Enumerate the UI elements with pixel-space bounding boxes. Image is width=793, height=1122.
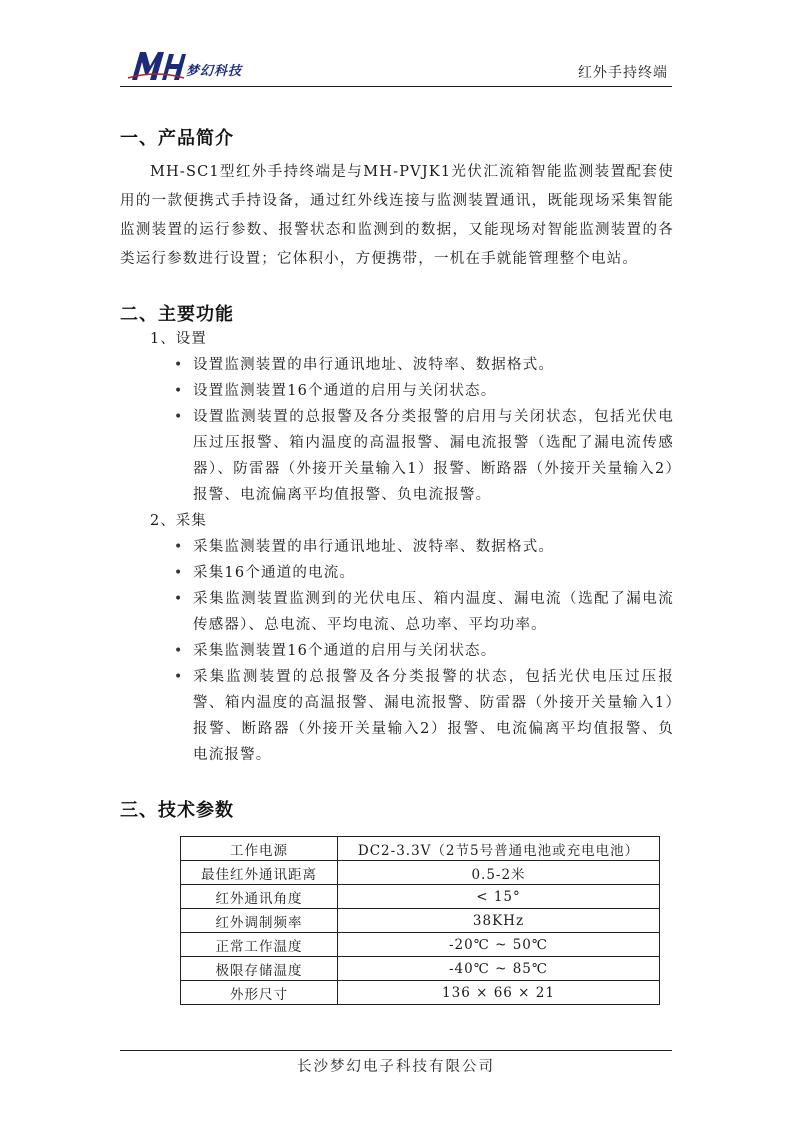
spec-key: 正常工作温度	[181, 933, 338, 957]
spec-key: 极限存储温度	[181, 957, 338, 981]
table-row	[181, 837, 660, 861]
spec-value: < 15°	[338, 885, 660, 909]
spec-value: 38KHz	[338, 909, 660, 933]
page-header	[120, 40, 672, 87]
list-item: • 采集监测装置16个通道的启用与关闭状态。	[173, 638, 674, 664]
footer-company: 长沙梦幻电子科技有限公司	[297, 1059, 495, 1075]
list-item: • 设置监测装置的串行通讯地址、波特率、数据格式。	[173, 352, 674, 378]
spec-key: 红外通讯角度	[181, 885, 338, 909]
page-footer	[120, 1050, 672, 1076]
spec-value: -40℃ ~ 85℃	[338, 957, 660, 981]
table-row	[181, 933, 660, 957]
list-item: • 采集16个通道的电流。	[173, 560, 674, 586]
spec-table	[180, 836, 660, 1005]
function-group-title: 1、设置	[150, 331, 207, 347]
spec-value: 136 × 66 × 21	[338, 981, 660, 1005]
list-item: • 采集监测装置的总报警及各分类报警的状态，包括光伏电压过压报警、箱内温度的高温报警、漏电流报警、防雷器（外接开关量输入1）报警、断路器（外接开关量输入2）报警、电流偏离平均值报警、负电流报警。	[173, 664, 674, 768]
list-item: • 采集监测装置监测到的光伏电压、箱内温度、漏电流（选配了漏电流传感器）、总电流、平均电流、总功率、平均功率。	[173, 586, 674, 638]
intro-paragraph: MH-SC1型红外手持终端是与MH-PVJK1光伏汇流箱智能监测装置配套使用的一款便携式手持设备，通过红外线连接与监测装置通讯，既能现场采集智能监测装置的运行参数、报警状态和监测到的数据，又能现场对智能监测装置的各类运行参数进行设置；它体积小，方便携带，一机在手就能管理整个电站。	[120, 164, 674, 267]
table-row	[181, 885, 660, 909]
spec-value: DC2-3.3V（2节5号普通电池或充电电池）	[338, 837, 660, 861]
list-item: • 采集监测装置的串行通讯地址、波特率、数据格式。	[173, 534, 674, 560]
spec-key: 最佳红外通讯距离	[181, 861, 338, 885]
section-heading-specs: 三、技术参数	[120, 800, 234, 821]
mh-logo-icon	[126, 48, 186, 82]
section-heading-functions: 二、主要功能	[120, 304, 234, 325]
document-body	[120, 118, 674, 822]
table-row	[181, 981, 660, 1005]
logo-text: 梦幻科技	[186, 64, 243, 79]
list-item: • 设置监测装置的总报警及各分类报警的启用与关闭状态，包括光伏电压过压报警、箱内温度的高温报警、漏电流报警（选配了漏电流传感器）、防雷器（外接开关量输入1）报警、断路器（外接开关量输入2）报警、电流偏离平均值报警、负电流报警。	[173, 404, 674, 508]
spec-key: 外形尺寸	[181, 981, 338, 1005]
spec-key: 红外调制频率	[181, 909, 338, 933]
function-list-collect	[120, 534, 674, 768]
table-row	[181, 957, 660, 981]
function-list-settings	[120, 352, 674, 508]
header-title: 红外手持终端	[578, 65, 668, 81]
list-item: • 设置监测装置16个通道的启用与关闭状态。	[173, 378, 674, 404]
table-row	[181, 861, 660, 885]
spec-value: -20℃ ~ 50℃	[338, 933, 660, 957]
function-group-title: 2、采集	[150, 513, 207, 529]
spec-value: 0.5-2米	[338, 861, 660, 885]
section-heading-intro: 一、产品简介	[120, 128, 234, 149]
spec-key: 工作电源	[181, 837, 338, 861]
table-row	[181, 909, 660, 933]
